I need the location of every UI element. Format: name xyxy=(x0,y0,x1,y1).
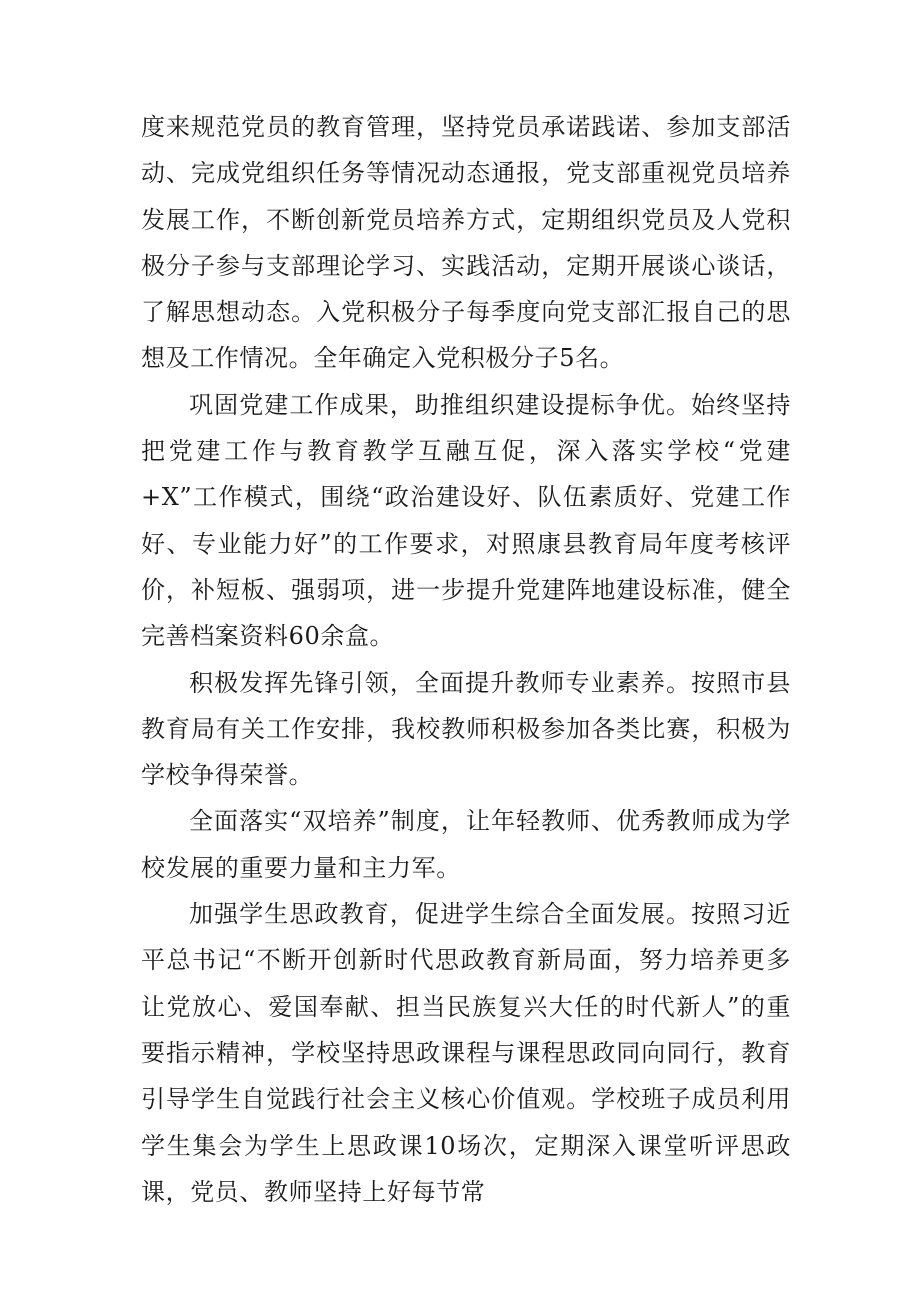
paragraph-student-education: 加强学生思政教育，促进学生综合全面发展。按照习近平总书记“不断开创新时代思政教育新局面，努力培养更多让党放心、爱国奉献、担当民族复兴大任的时代新人”的重要指示精神，学校坚持思政课程与课程思政同向同行，教育引导学生自觉践行社会主义核心价值观。学校班子成员利用学生集会为学生上思政课10场次，定期深入课堂听评思政课，党员、教师坚持上好每节常 xyxy=(141,900,791,1206)
paragraph-continuation: 度来规范党员的教育管理，坚持党员承诺践诺、参加支部活动、完成党组织任务等情况动态通报，党支部重视党员培养发展工作，不断创新党员培养方式，定期组织党员及人党积极分子参与支部理论学习、实践活动，定期开展谈心谈话，了解思想动态。入党积极分子每季度向党支部汇报自己的思想及工作情况。全年确定入党积极分子5名。 xyxy=(141,113,791,373)
paragraph-party-building: 巩固党建工作成果，助推组织建设提标争优。始终坚持把党建工作与教育教学互融互促，深入落实学校“党建+X”工作模式，围绕“政治建设好、队伍素质好、党建工作好、专业能力好”的工作要求，对照康县教育局年度考核评价，补短板、强弱项，进一步提升党建阵地建设标准，健全完善档案资料60余盒。 xyxy=(141,390,791,651)
paragraph-teacher-development: 积极发挥先锋引领，全面提升教师专业素养。按照市县教育局有关工作安排，我校教师积极参加各类比赛，积极为学校争得荣誉。 xyxy=(141,668,791,790)
document-body xyxy=(141,104,791,1215)
paragraph-double-training: 全面落实“双培养”制度，让年轻教师、优秀教师成为学校发展的重要力量和主力军。 xyxy=(141,807,791,882)
